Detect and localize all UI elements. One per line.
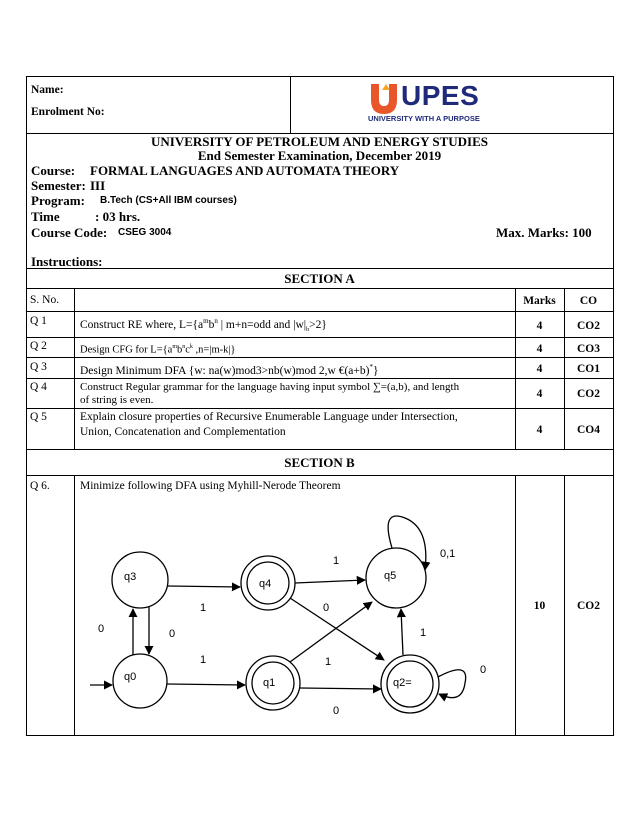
course-label: Course: <box>31 163 76 178</box>
transition-label: 0 <box>169 628 176 640</box>
question-number: Q 1 <box>30 315 47 327</box>
question-marks: 4 <box>536 320 543 332</box>
state-q0 <box>113 654 167 708</box>
question-text-line-1: Construct Regular grammar for the language having input symbol ∑=(a,b), and length <box>80 381 460 393</box>
transition-label: 0 <box>333 705 340 717</box>
col-marks-header: Marks <box>523 295 556 307</box>
transition-label: 1 <box>200 654 207 666</box>
section-a-title: SECTION A <box>284 271 355 286</box>
time-value: : 03 hrs. <box>95 209 141 224</box>
question-co: CO4 <box>577 424 600 436</box>
transition-label: 0 <box>480 664 487 676</box>
col-sno-header: S. No. <box>30 294 60 306</box>
instructions-label: Instructions: <box>31 254 103 269</box>
question-number: Q 4 <box>30 381 47 393</box>
program-value: B.Tech (CS+All IBM courses) <box>100 195 237 206</box>
question-number: Q 6. <box>30 480 50 492</box>
question-text-line-2: Union, Concatenation and Complementation <box>80 426 286 438</box>
question-text-line-2: of string is even. <box>80 394 154 406</box>
question-number: Q 2 <box>30 340 47 352</box>
transition-label: 1 <box>420 627 427 639</box>
semester-value: III <box>90 178 106 193</box>
state-label: q5 <box>384 570 397 582</box>
question-marks: 4 <box>536 424 543 436</box>
transition-label: 1 <box>200 602 207 614</box>
course-code-label: Course Code: <box>31 225 108 240</box>
question-co: CO1 <box>577 363 600 375</box>
transition-label: 0 <box>323 602 330 614</box>
question-number: Q 3 <box>30 361 47 373</box>
transition-label: 1 <box>325 656 332 668</box>
question-co: CO3 <box>577 343 600 355</box>
max-marks: Max. Marks: 100 <box>496 225 592 240</box>
question-text: Minimize following DFA using Myhill-Nerode Theorem <box>80 480 341 492</box>
state-q3 <box>112 552 168 608</box>
program-label: Program: <box>31 193 85 208</box>
state-label: q4 <box>259 578 272 590</box>
question-text-line-1: Explain closure properties of Recursive Enumerable Language under Intersection, <box>80 411 458 423</box>
question-marks: 10 <box>533 600 546 612</box>
question-text: Design CFG for $L=\{a^mb^nc^k$ ,n=|m-k|} <box>80 344 236 356</box>
section-b-title: SECTION B <box>284 455 355 470</box>
state-label: q1 <box>263 677 276 689</box>
university-title: UNIVERSITY OF PETROLEUM AND ENERGY STUDIES <box>151 134 488 149</box>
question-text: Design Minimum DFA {w: na(w)mod3>nb(w)mod 2,w €(a+b)*} <box>80 363 379 377</box>
state-label: q0 <box>124 671 137 683</box>
transition-label: 0,1 <box>440 548 456 560</box>
logo-text: UPES <box>401 80 480 111</box>
question-text: Construct RE where, $L=\{a^mb^n$ | m+n=odd and $|w|_b>2$} <box>80 317 327 334</box>
question-marks: 4 <box>536 388 543 400</box>
name-label: Name: <box>31 84 64 96</box>
question-marks: 4 <box>536 363 543 375</box>
course-code-value: CSEG 3004 <box>118 227 172 238</box>
question-marks: 4 <box>536 343 543 355</box>
state-label: q3 <box>124 571 137 583</box>
time-label: Time <box>31 209 60 224</box>
state-label: q2= <box>393 677 412 689</box>
question-co: CO2 <box>577 388 600 400</box>
question-co: CO2 <box>577 320 600 332</box>
transition-label: 0 <box>98 623 105 635</box>
logo-tagline: UNIVERSITY WITH A PURPOSE <box>368 114 480 123</box>
semester-label: Semester: <box>31 178 86 193</box>
course-value: FORMAL LANGUAGES AND AUTOMATA THEORY <box>90 163 400 178</box>
transition-label: 1 <box>333 555 340 567</box>
question-co: CO2 <box>577 600 600 612</box>
enrolment-label: Enrolment No: <box>31 106 105 118</box>
question-number: Q 5 <box>30 411 47 423</box>
exam-title: End Semester Examination, December 2019 <box>197 148 442 163</box>
col-co-header: CO <box>579 295 598 307</box>
